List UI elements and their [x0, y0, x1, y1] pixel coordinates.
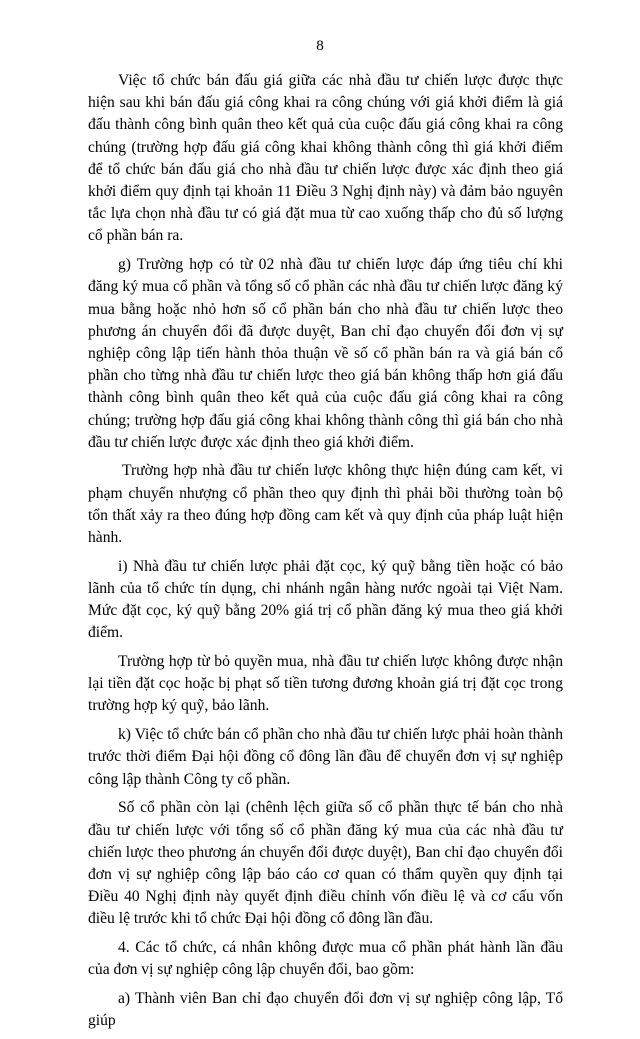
paragraph-forfeit-deposit: Trường hợp từ bỏ quyền mua, nhà đầu tư chiến lược không được nhận lại tiền đặt cọc hoặc bị phạt số tiền tương đương khoản giá trị đặt cọc trong trường hợp ký quỹ, bảo lãnh. [88, 653, 563, 715]
paragraph-4a: a) Thành viên Ban chỉ đạo chuyển đổi đơn vị sự nghiệp công lập, Tổ giúp [88, 989, 563, 1030]
paragraph-k: k) Việc tổ chức bán cổ phần cho nhà đầu tư chiến lược phải hoàn thành trước thời điểm Đại hội đồng cổ đông lần đầu để chuyển đơn vị sự nghiệp công lập thành Công ty cổ phần. [88, 726, 563, 788]
paragraph-i: i) Nhà đầu tư chiến lược phải đặt cọc, ký quỹ bằng tiền hoặc có bảo lãnh của tổ chức tín dụng, chi nhánh ngân hàng nước ngoài tại Việt Nam. Mức đặt cọc, ký quỹ bằng 20% giá trị cổ phần đăng ký mua theo giá khởi điểm. [88, 557, 563, 642]
paragraph-section-4: 4. Các tổ chức, cá nhân không được mua cổ phần phát hành lần đầu của đơn vị sự nghiệp công lập chuyển đổi, bao gồm: [88, 939, 563, 979]
document-body [88, 70, 563, 1039]
page-number: 8 [316, 38, 324, 54]
paragraph-g: g) Trường hợp có từ 02 nhà đầu tư chiến lược đáp ứng tiêu chí khi đăng ký mua cổ phần và tổng số cổ phần các nhà đầu tư chiến lược đăng ký mua bằng hoặc nhỏ hơn số cổ phần bán cho nhà đầu tư chiến lược theo phương án chuyển đổi đã được duyệt, Ban chỉ đạo chuyển đổi đơn vị sự nghiệp công lập tiến hành thỏa thuận về số cổ phần bán ra và giá bán cổ phần cho từng nhà đầu tư chiến lược theo giá bán không thấp hơn giá đấu thành công bình quân theo kết quả của cuộc đấu giá công khai ra công chúng; trường hợp đấu giá công khai không thành công thì giá bán cho nhà đầu tư chiến lược được xác định theo giá khởi điểm. [88, 256, 563, 451]
paragraph-remaining-shares: Số cổ phần còn lại (chênh lệch giữa số cổ phần thực tế bán cho nhà đầu tư chiến lược với tổng số cổ phần đăng ký mua của các nhà đầu tư chiến lược theo phương án chuyển đổi được duyệt), Ban chỉ đạo chuyển đổi đơn vị sự nghiệp công lập báo cáo cơ quan có thẩm quyền quy định tại Điều 40 Nghị định này quyết định điều chỉnh vốn điều lệ và cơ cấu vốn điều lệ trước khi tổ chức Đại hội đồng cổ đông lần đầu. [88, 799, 563, 928]
paragraph-auction-strategic-investors: Việc tổ chức bán đấu giá giữa các nhà đầu tư chiến lược được thực hiện sau khi bán đấu giá công khai ra công chúng với giá khởi điểm là giá đấu thành công bình quân theo kết quả của cuộc đấu giá công khai ra công chúng (trường hợp đấu giá công khai không thành công thì giá khởi điểm để tổ chức bán đấu giá cho nhà đầu tư chiến lược được xác định theo giá khởi điểm quy định tại khoản 11 Điều 3 Nghị định này) và đảm bảo nguyên tắc lựa chọn nhà đầu tư có giá đặt mua từ cao xuống thấp cho đủ số lượng cổ phần bán ra. [88, 72, 563, 245]
paragraph-commitment-violation: Trường hợp nhà đầu tư chiến lược không thực hiện đúng cam kết, vi phạm chuyển nhượng cổ phần theo quy định thì phải bồi thường toàn bộ tổn thất xảy ra theo đúng hợp đồng cam kết và quy định của pháp luật hiện hành. [88, 462, 563, 547]
